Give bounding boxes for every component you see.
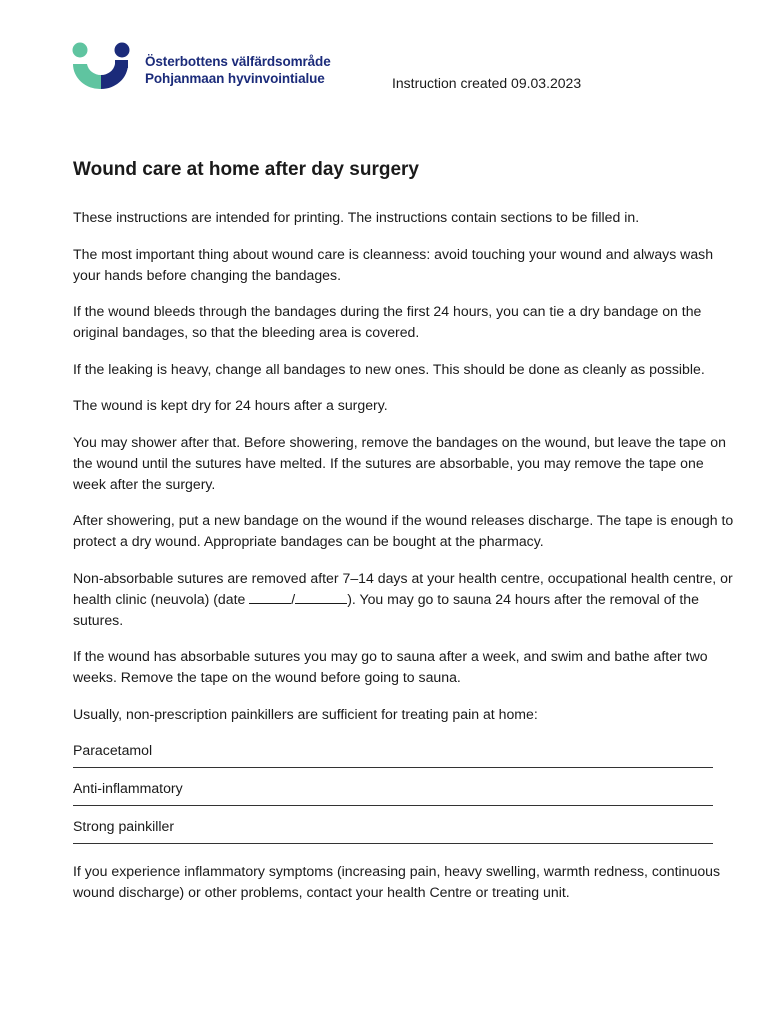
medication-fill-line — [73, 805, 713, 806]
paragraph-keep-dry: The wound is kept dry for 24 hours after a surgery. — [73, 397, 388, 413]
date-separator: / — [291, 590, 296, 607]
paragraph-new-bandage: After showering, put a new bandage on the wound if the wound releases discharge. The tape is enough to protect a dry wound. Appropriate bandages can be bought at the pharmacy. — [73, 512, 734, 549]
medication-label: Anti-inflammatory — [73, 780, 183, 796]
paragraph-suture-removal — [73, 568, 735, 631]
medication-field-strong-painkiller[interactable] — [73, 816, 713, 844]
paragraph-printing-note: These instructions are intended for printing. The instructions contain sections to be filled in. — [73, 209, 640, 225]
organization-name-finnish: Pohjanmaan hyvinvointialue — [145, 71, 325, 86]
paragraph-contact: If you experience inflammatory symptoms (increasing pain, heavy swelling, warmth redness, continuous wound discharge) or other problems, contact your health Centre or treating unit. — [73, 863, 721, 900]
instructions-body — [73, 207, 735, 919]
page-title: Wound care at home after day surgery — [73, 159, 419, 180]
medication-field-paracetamol[interactable] — [73, 740, 713, 768]
paragraph-heavy-leaking: If the leaking is heavy, change all bandages to new ones. This should be done as cleanly as possible. — [73, 360, 705, 377]
medication-label: Strong painkiller — [73, 818, 175, 834]
medication-field-anti-inflammatory[interactable] — [73, 778, 713, 806]
paragraph-showering: You may shower after that. Before showering, remove the bandages on the wound, but leave the tape on the wound until the sutures have melted. If the sutures are absorbable, you may remove the tape one week after the surgery. — [73, 433, 726, 492]
medication-fill-line — [73, 843, 713, 844]
organization-name-swedish: Österbottens välfärdsområde — [145, 54, 331, 69]
date-month-blank[interactable] — [295, 589, 347, 604]
suture-removal-text-end: ). You may go to sauna 24 hours after the removal of the sutures. — [73, 590, 699, 628]
wellbeing-logo-icon — [70, 40, 134, 96]
paragraph-bleeding: If the wound bleeds through the bandages during the first 24 hours, you can tie a dry bandage on the original bandages, so that the bleeding area is covered. — [73, 303, 702, 340]
paragraph-cleanness: The most important thing about wound care is cleanness: avoid touching your wound and always wash your hands before changing the bandages. — [73, 245, 714, 283]
suture-removal-text-start: Non-absorbable sutures are removed after 7–14 days at your health centre, occupational health centre, or health clinic (neuvola) (date — [73, 569, 733, 607]
organization-logo — [70, 40, 370, 96]
medication-label: Paracetamol — [73, 742, 153, 758]
creation-date: Instruction created 09.03.2023 — [392, 75, 582, 91]
paragraph-painkillers: Usually, non-prescription painkillers are sufficient for treating pain at home: — [73, 705, 538, 722]
medication-fill-line — [73, 767, 713, 768]
date-day-blank[interactable] — [249, 589, 291, 604]
paragraph-absorbable-sutures: If the wound has absorbable sutures you may go to sauna after a week, and swim and bathe after two weeks. Remove the tape on the wound before going to sauna. — [73, 648, 708, 685]
organization-name — [145, 53, 331, 87]
